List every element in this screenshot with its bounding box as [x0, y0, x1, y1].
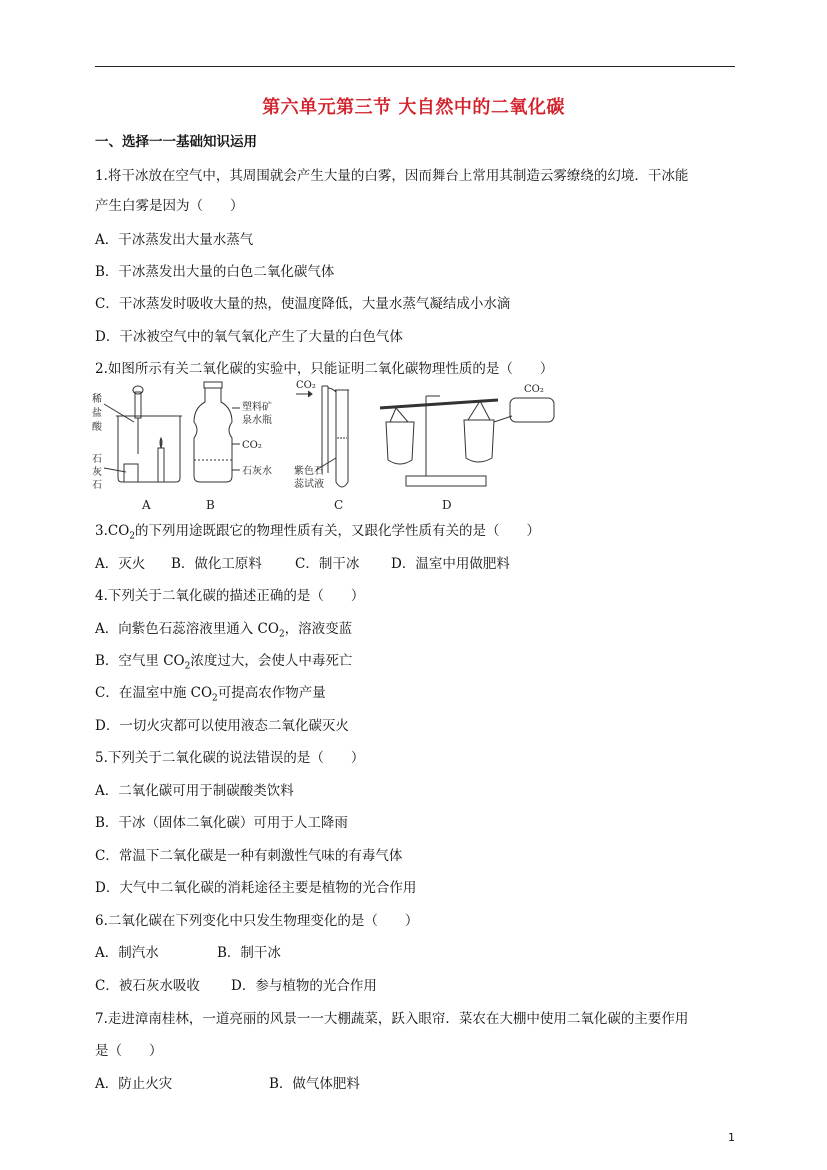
q6-options-row2	[95, 974, 377, 994]
q1-option-a: A．干冰蒸发出大量水蒸气	[95, 232, 254, 248]
q5-option-d: D．大气中二氧化碳的消耗途径主要是植物的光合作用	[95, 880, 417, 896]
fig-a-label-3: 酸	[92, 422, 102, 433]
q5-option-a: A．二氧化碳可用于制碳酸类饮料	[95, 783, 294, 799]
q4-option-a: A．向紫色石蕊溶液里通入 $CO_2$，溶液变蓝	[95, 621, 353, 640]
q7-stem-line1: 7.走进漳南桂林，一道亮丽的风景一一大棚蔬菜，跃入眼帘．菜农在大棚中使用二氧化碳的主要作用	[95, 1011, 689, 1027]
q3-option-a: A．灭火	[95, 556, 146, 572]
q4-option-d: D．一切火灾都可以使用液态二氧化碳灭火	[95, 718, 349, 734]
fig-b-label-2: 泉水瓶	[242, 415, 272, 426]
q1-option-d: D．干冰被空气中的氧气氧化产生了大量的白色气体	[95, 329, 403, 345]
fig-d-label-1: CO₂	[524, 384, 544, 395]
fig-c-label-3: 蕊试液	[294, 479, 324, 490]
q3-options	[95, 552, 510, 572]
q2-experiment-figure	[90, 378, 610, 513]
q5-option-b: B．干冰（固体二氧化碳）可用于人工降雨	[95, 815, 348, 831]
fig-caption-d: D	[442, 498, 452, 512]
fig-caption-c: C	[334, 498, 344, 512]
q4-option-c: C．在温室中施 $CO_2$可提高农作物产量	[95, 685, 326, 704]
fig-b-label-1: 塑料矿	[242, 402, 272, 413]
fig-b-label-4: 石灰水	[242, 466, 272, 477]
q6-option-c: C．被石灰水吸收	[95, 978, 200, 994]
q2-stem: 2.如图所示有关二氧化碳的实验中，只能证明二氧化碳物理性质的是（ ）	[95, 361, 554, 377]
q5-stem: 5.下列关于二氧化碳的说法错误的是（ ）	[95, 750, 365, 766]
section-heading: 一、选择一一基础知识运用	[95, 134, 257, 150]
fig-a-label-4: 石	[92, 454, 102, 465]
fig-c-label-1: CO₂	[296, 380, 316, 391]
page-title: 第六单元第三节 大自然中的二氧化碳	[262, 97, 565, 118]
fig-caption-b: B	[206, 498, 215, 512]
fig-c-label-2: 紫色石	[294, 466, 324, 477]
q7-option-b: B．做气体肥料	[269, 1076, 360, 1092]
q5-option-c: C．常温下二氧化碳是一种有刺激性气味的有毒气体	[95, 848, 403, 864]
q3-option-b: B．做化工原料	[171, 556, 262, 572]
q1-option-b: B．干冰蒸发出大量的白色二氧化碳气体	[95, 264, 335, 280]
q7-stem-line2: 是（ ）	[95, 1043, 163, 1059]
q3-stem: $3.CO_2$的下列用途既跟它的物理性质有关，又跟化学性质有关的是（ ）	[95, 523, 541, 542]
fig-a-label-5: 灰	[92, 467, 102, 478]
q3-option-c: C．制干冰	[295, 556, 360, 572]
q6-options-row1	[95, 941, 281, 961]
q6-option-d: D．参与植物的光合作用	[231, 978, 377, 994]
fig-b-label-3: CO₂	[242, 440, 262, 451]
q6-option-b: B．制干冰	[217, 945, 281, 961]
fig-a-label-6: 石	[92, 480, 102, 491]
q7-options	[95, 1072, 360, 1092]
q7-option-a: A．防止火灾	[95, 1076, 173, 1092]
q6-stem: 6.二氧化碳在下列变化中只发生物理变化的是（ ）	[95, 913, 419, 929]
q1-stem-line2: 产生白雾是因为（ ）	[95, 198, 244, 214]
q6-option-a: A．制汽水	[95, 945, 159, 961]
q4-option-b: B．空气里 $CO_2$浓度过大，会使人中毒死亡	[95, 653, 353, 672]
page-number: 1	[728, 1131, 735, 1144]
q1-option-c: C．干冰蒸发时吸收大量的热，使温度降低，大量水蒸气凝结成小水滴	[95, 296, 511, 312]
fig-caption-a: A	[142, 498, 151, 512]
fig-a-label-2: 盐	[92, 408, 102, 419]
header-rule	[95, 66, 735, 67]
q3-option-d: D．温室中用做肥料	[391, 556, 510, 572]
q1-stem-line1: 1.将干冰放在空气中，其周围就会产生大量的白雾，因而舞台上常用其制造云雾缭绕的幻境．干冰能	[95, 168, 689, 184]
fig-a-label-1: 稀	[92, 394, 102, 405]
q4-stem: 4.下列关于二氧化碳的描述正确的是（ ）	[95, 588, 365, 604]
